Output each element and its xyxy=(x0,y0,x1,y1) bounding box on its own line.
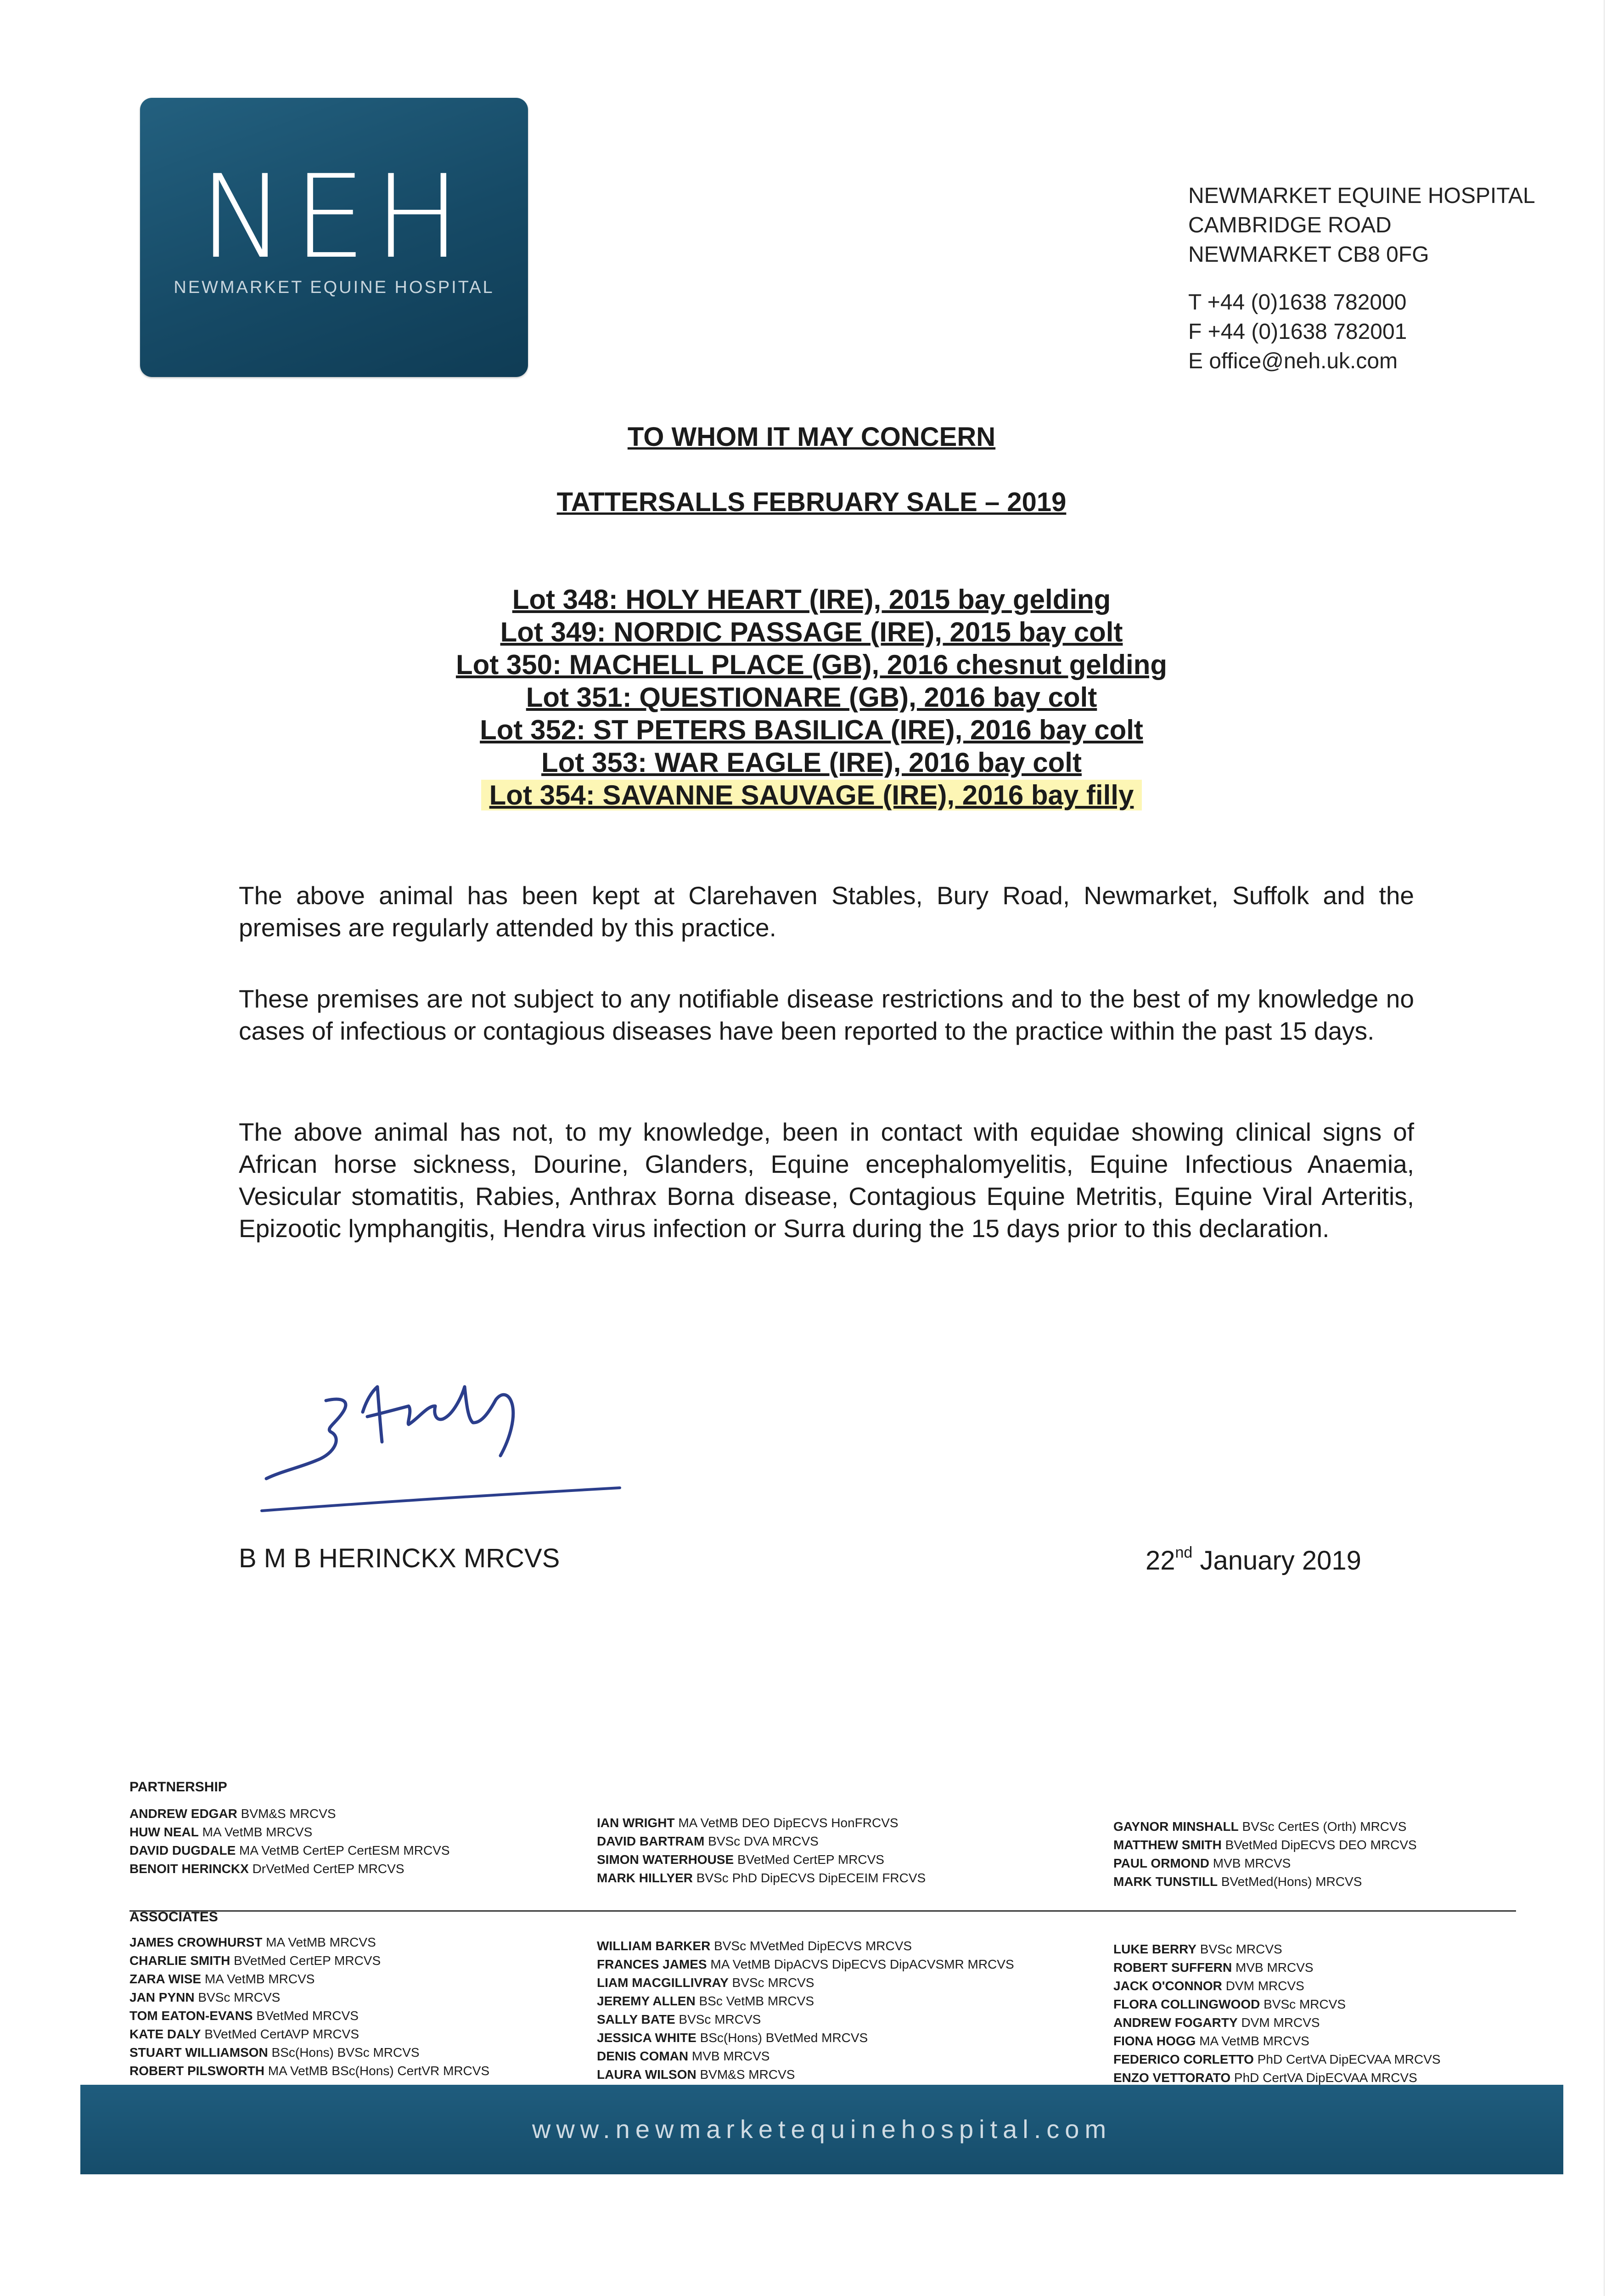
staff-entry: JEREMY ALLEN BSc VetMB MRCVS xyxy=(597,1994,814,2008)
staff-entry: LIAM MACGILLIVRAY BVSc MRCVS xyxy=(597,1975,814,1990)
staff-entry: ROBERT PILSWORTH MA VetMB BSc(Hons) CertVR MRCVS xyxy=(129,2064,490,2078)
staff-entry: FIONA HOGG MA VetMB MRCVS xyxy=(1113,2034,1309,2048)
associates-column-3 xyxy=(1113,1940,1441,2087)
staff-entry: MARK HILLYER BVSc PhD DipECVS DipECEIM FRCVS xyxy=(597,1871,926,1885)
associates-label: ASSOCIATES xyxy=(129,1909,218,1925)
lot-list xyxy=(0,583,1623,811)
lot-item: Lot 353: WAR EAGLE (IRE), 2016 bay colt xyxy=(541,747,1082,778)
staff-entry: SALLY BATE BVSc MRCVS xyxy=(597,2012,761,2026)
staff-entry: GAYNOR MINSHALL BVSc CertES (Orth) MRCVS xyxy=(1113,1819,1407,1834)
staff-entry: ZARA WISE MA VetMB MRCVS xyxy=(129,1972,315,1986)
partnership-column-1 xyxy=(129,1805,450,1878)
lot-item: Lot 352: ST PETERS BASILICA (IRE), 2016 bay colt xyxy=(480,715,1143,745)
staff-entry: FRANCES JAMES MA VetMB DipACVS DipECVS DipACVSMR MRCVS xyxy=(597,1957,1014,1971)
sale-heading: TATTERSALLS FEBRUARY SALE – 2019 xyxy=(556,487,1067,517)
lot-item: Lot 351: QUESTIONARE (GB), 2016 bay colt xyxy=(526,682,1097,713)
address-name: NEWMARKET EQUINE HOSPITAL xyxy=(1188,184,1535,208)
staff-entry: JESSICA WHITE BSc(Hons) BVetMed MRCVS xyxy=(597,2031,868,2045)
staff-entry: HUW NEAL MA VetMB MRCVS xyxy=(129,1825,313,1839)
footer-website: www.newmarketequinehospital.com xyxy=(532,2115,1112,2144)
staff-entry: FLORA COLLINGWOOD BVSc MRCVS xyxy=(1113,1997,1346,2011)
staff-entry: IAN WRIGHT MA VetMB DEO DipECVS HonFRCVS xyxy=(597,1816,899,1830)
letter-date: 22nd January 2019 xyxy=(1146,1544,1361,1576)
address-email: E office@neh.uk.com xyxy=(1188,349,1398,373)
salutation-heading: TO WHOM IT MAY CONCERN xyxy=(627,422,996,452)
staff-entry: DENIS COMAN MVB MRCVS xyxy=(597,2049,770,2063)
staff-entry: PAUL ORMOND MVB MRCVS xyxy=(1113,1856,1291,1870)
address-phone: T +44 (0)1638 782000 xyxy=(1188,290,1407,315)
paragraph-declaration: The above animal has not, to my knowledge, been in contact with equidae showing clinical signs of African horse sickness, Dourine, Glanders, Equine encephalomyelitis, Equine Infectious Anaemia, Vesicular stomatitis, Rabies, Anthrax Borna disease, Contagious Equine Metritis, Equine Viral Arteritis, Epizootic lymphangitis, Hendra virus infection or Surra during the 15 days prior to this declaration. xyxy=(239,1118,1414,1243)
staff-divider xyxy=(129,1910,1516,1912)
staff-entry: KATE DALY BVetMed CertAVP MRCVS xyxy=(129,2027,359,2041)
staff-entry: LUKE BERRY BVSc MRCVS xyxy=(1113,1942,1282,1956)
staff-entry: BENOIT HERINCKX DrVetMed CertEP MRCVS xyxy=(129,1862,404,1876)
partnership-column-2 xyxy=(597,1814,926,1887)
staff-entry: JAMES CROWHURST MA VetMB MRCVS xyxy=(129,1935,376,1949)
lot-item: Lot 349: NORDIC PASSAGE (IRE), 2015 bay colt xyxy=(500,617,1123,647)
staff-entry: ROBERT SUFFERN MVB MRCVS xyxy=(1113,1960,1314,1975)
neh-logo xyxy=(140,98,528,377)
lot-item: Lot 350: MACHELL PLACE (GB), 2016 chesnut gelding xyxy=(455,649,1168,680)
address-block xyxy=(1188,181,1535,376)
logo-subtitle: NEWMARKET EQUINE HOSPITAL xyxy=(174,278,494,297)
staff-entry: WILLIAM BARKER BVSc MVetMed DipECVS MRCVS xyxy=(597,1939,912,1953)
staff-entry: LAURA WILSON BVM&S MRCVS xyxy=(597,2067,795,2082)
staff-entry: STUART WILLIAMSON BSc(Hons) BVSc MRCVS xyxy=(129,2045,420,2060)
paragraph-restrictions: These premises are not subject to any notifiable disease restrictions and to the best of my knowledge no cases of infectious or contagious diseases have been reported to the practice within the past 15 days. xyxy=(239,985,1414,1045)
lot-item: Lot 348: HOLY HEART (IRE), 2015 bay gelding xyxy=(512,584,1111,615)
staff-entry: MARK TUNSTILL BVetMed(Hons) MRCVS xyxy=(1113,1874,1362,1889)
address-street: CAMBRIDGE ROAD xyxy=(1188,213,1392,237)
staff-entry: ENZO VETTORATO PhD CertVA DipECVAA MRCVS xyxy=(1113,2071,1417,2085)
handwritten-signature xyxy=(257,1373,634,1520)
page-edge xyxy=(1604,0,1605,2296)
logo-mark: NEH xyxy=(199,150,469,284)
address-fax: F +44 (0)1638 782001 xyxy=(1188,320,1407,344)
staff-entry: MATTHEW SMITH BVetMed DipECVS DEO MRCVS xyxy=(1113,1838,1417,1852)
staff-entry: FEDERICO CORLETTO PhD CertVA DipECVAA MRCVS xyxy=(1113,2052,1441,2066)
footer-band xyxy=(80,2085,1563,2174)
staff-entry: ANDREW EDGAR BVM&S MRCVS xyxy=(129,1806,336,1821)
address-town: NEWMARKET CB8 0FG xyxy=(1188,242,1429,267)
staff-entry: JACK O'CONNOR DVM MRCVS xyxy=(1113,1979,1304,1993)
associates-column-1 xyxy=(129,1933,489,2080)
staff-entry: TOM EATON-EVANS BVetMed MRCVS xyxy=(129,2009,359,2023)
staff-entry: DAVID DUGDALE MA VetMB CertEP CertESM MRCVS xyxy=(129,1843,450,1857)
staff-entry: SIMON WATERHOUSE BVetMed CertEP MRCVS xyxy=(597,1852,884,1867)
paragraph-premises: The above animal has been kept at Clarehaven Stables, Bury Road, Newmarket, Suffolk and the premises are regularly attended by this practice. xyxy=(239,881,1414,942)
staff-entry: ANDREW FOGARTY DVM MRCVS xyxy=(1113,2015,1320,2030)
lot-item-highlighted: Lot 354: SAVANNE SAUVAGE (IRE), 2016 bay filly xyxy=(0,779,1623,811)
staff-entry: CHARLIE SMITH BVetMed CertEP MRCVS xyxy=(129,1953,381,1968)
partnership-column-3 xyxy=(1113,1818,1417,1891)
staff-entry: JAN PYNN BVSc MRCVS xyxy=(129,1990,281,2004)
signer-name: B M B HERINCKX MRCVS xyxy=(239,1543,560,1573)
associates-column-2 xyxy=(597,1937,1014,2084)
staff-entry: DAVID BARTRAM BVSc DVA MRCVS xyxy=(597,1834,819,1848)
partnership-label: PARTNERSHIP xyxy=(129,1779,227,1795)
